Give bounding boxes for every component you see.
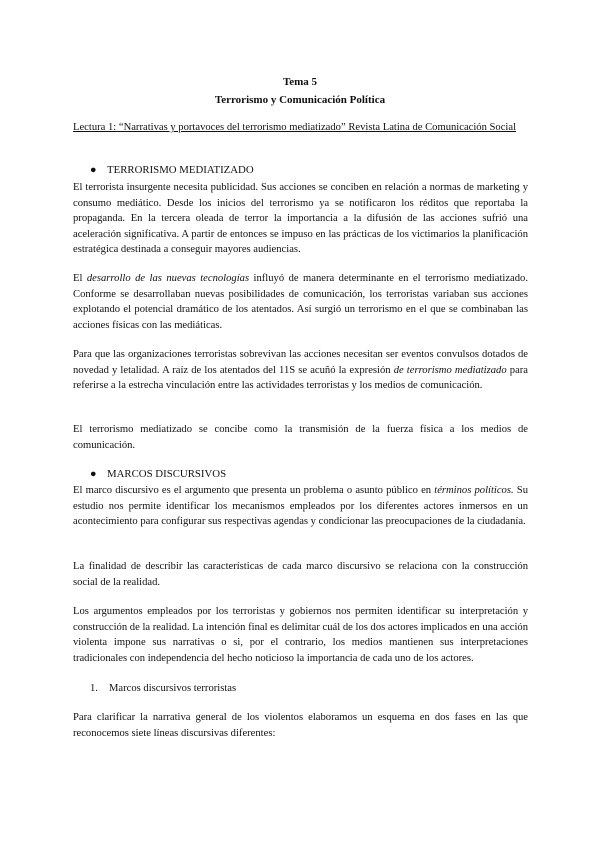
list-number: 1. — [90, 683, 98, 694]
paragraph: Los argumentos empleados por los terroristas y gobiernos nos permiten identificar su interpretación y construcción de la realidad. La intención final es delimitar cuál de los dos actores implicados en una acción violenta impone sus narrativas o si, por el contrario, los medios mantienen sus interpretaciones tradicionales con independencia del hecho noticioso la importancia de cada uno de los actores. — [73, 606, 528, 664]
text-run: para referirse a la estrecha vinculación entre las actividades terroristas y los medios de comunicación. — [73, 364, 529, 392]
paragraph: El terrorismo mediatizado se concibe como la transmisión de la fuerza física a los medios de comunicación. — [73, 424, 528, 451]
page-title: Terrorismo y Comunicación Política — [214, 94, 386, 106]
section-heading-terrorismo — [90, 163, 254, 179]
paragraph — [73, 271, 528, 333]
bullet-icon: ● — [90, 468, 97, 480]
section-heading-text: MARCOS DISCURSIVOS — [107, 468, 227, 480]
paragraph: El terrorista insurgente necesita publicidad. Sus acciones se conciben en relación a normas de marketing y consumo mediático. Desde los inicios del terrorismo ya se notificaron los réditos que reportaba la propaganda. En la tercera oleada de terror la importancia a la difusión de las acciones sufrió una aceleración significativa. A partir de entonces se impuso en las prácticas de los victimarios la planificación estratégica destinada a conseguir mayores audiencias. — [73, 182, 528, 256]
bullet-icon: ● — [90, 164, 97, 176]
section-heading-text: TERRORISMO MEDIATIZADO — [107, 164, 254, 176]
text-run: El marco discursivo es el argumento que presenta un problema o asunto público en — [73, 485, 435, 496]
emphasis-text: desarrollo de las nuevas tecnologías — [86, 273, 250, 284]
paragraph — [73, 483, 528, 530]
text-run: El — [73, 273, 87, 284]
lectura-reference: Lectura 1: “Narrativas y portavoces del terrorismo mediatizado” Revista Latina de Comunicación Social — [73, 122, 517, 133]
text-run: Para que las organizaciones terroristas sobrevivan las acciones necesitan ser eventos convulsos dotados de novedad y letalidad. A raíz de los atentados del 11S se acuñó la expresión — [73, 349, 528, 376]
paragraph: La finalidad de describir las características de cada marco discursivo se relaciona con la construcción social de la realidad. — [73, 561, 528, 588]
subsection-heading — [90, 681, 236, 697]
emphasis-text: términos políticos. — [434, 485, 514, 496]
text-run: influyó de manera determinante en el terrorismo mediatizado. Conforme se desarrollaban nuevas posibilidades de comunicación, los terroristas variaban sus acciones explotando el potencial dramático de los atentados. Así surgió un terrorismo en el que se combinaban las acciones físicas con las mediáticas. — [73, 273, 528, 331]
text-run: Su estudio nos permite identificar los mecanismos empleados por los diferentes actores inmersos en un acontecimiento para configurar sus respectivas agendas y condicionar las preocupaciones de la ciudadanía. — [73, 485, 528, 528]
document-header — [0, 73, 600, 109]
paragraph: Para clarificar la narrativa general de los violentos elaboramos un esquema en dos fases en las que reconocemos siete líneas discursivas diferentes: — [73, 712, 528, 739]
paragraph — [73, 347, 528, 394]
section-heading-marcos — [90, 467, 226, 483]
emphasis-text: de terrorismo mediatizado — [393, 364, 507, 376]
subsection-heading-text: Marcos discursivos terroristas — [109, 683, 237, 694]
tema-label: Tema 5 — [282, 76, 318, 88]
